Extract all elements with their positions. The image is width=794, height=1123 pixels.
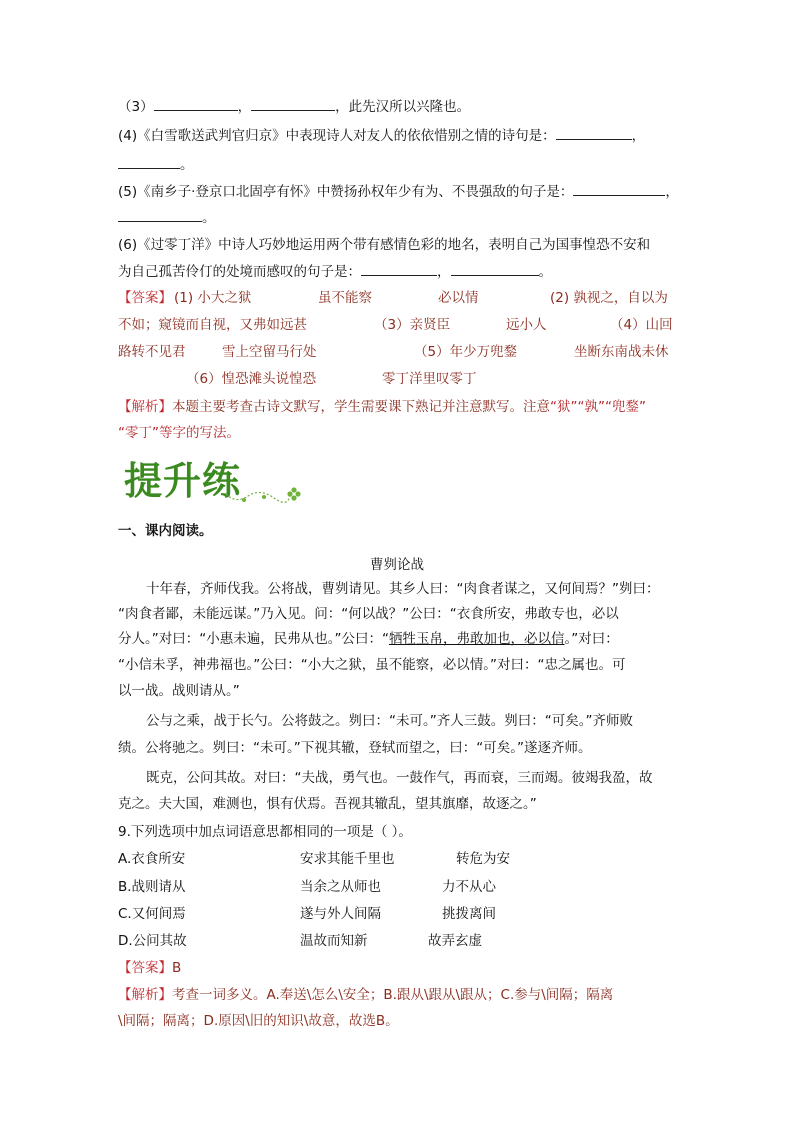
passage-line: 既克，公问其故。对曰：“夫战，勇气也。一鼓作气，再而衰，三而竭。彼竭我盈，故 [146, 770, 653, 786]
passage-title: 曹刿论战 [370, 557, 424, 573]
answer-blank [118, 155, 180, 169]
answer-blank [573, 182, 665, 196]
question-5-cont: 。 [118, 208, 216, 227]
logo-text: 提升练 [124, 459, 242, 503]
passage-line: “肉食者鄙，未能远谋。”乃入见。问：“何以战？”公曰：“衣食所安，弗敢专也，必以 [118, 606, 619, 622]
answer-blank [451, 262, 539, 276]
analysis-1: 【解析】本题主要考查古诗文默写，学生需要课下熟记并注意默写。注意“狱”“孰”“兜鍪” [118, 399, 646, 415]
section-logo [124, 458, 304, 508]
answer-2: 【答案】B [118, 960, 182, 976]
question-5: (5)《南乡子·登京口北固亭有怀》中赞扬孙权年少有为、不畏强敌的句子是： ， [118, 184, 679, 200]
answer-blank [251, 97, 335, 111]
passage-line: 公与之乘，战于长勺。公将鼓之。刿曰：“未可。”齐人三鼓。刿曰：“可矣。”齐师败 [146, 713, 633, 729]
answer-blank [361, 262, 437, 276]
question-3: （3） ， ，此先汉所以兴隆也。 [118, 99, 471, 115]
passage-line: 绩。公将驰之。刿曰：“未可。”下视其辙，登轼而望之，曰：“可矣。”遂逐齐师。 [118, 740, 592, 756]
underlined-sentence: 牺牲玉帛，弗敢加也，必以信 [388, 631, 565, 647]
passage-line: 十年春，齐师伐我。公将战，曹刿请见。其乡人曰：“肉食者谋之，又何间焉？”刿曰： [146, 581, 660, 597]
section-heading: 一、课内阅读。 [118, 523, 213, 539]
passage-line: “小信未孚，神弗福也。”公曰：“小大之狱，虽不能察，必以情。”对曰：“忠之属也。可 [118, 657, 626, 673]
question-6: (6)《过零丁洋》中诗人巧妙地运用两个带有感情色彩的地名，表明自己为国事惶恐不安和 [118, 237, 651, 253]
passage-line: 克之。夫大国，难测也，惧有伏焉。吾视其辙乱，望其旗靡，故逐之。” [118, 796, 537, 812]
analysis-1-cont: “零丁”等字的写法。 [118, 425, 240, 441]
document-page: （3） ， ，此先汉所以兴隆也。 (4)《白雪歌送武判官归京》中表现诗人对友人的依依惜别之情的诗句是： ， 。 (5)《南乡子·登京口北固亭有怀》中赞扬孙权年少有为、不畏强敌的句子是： ， 。 (6)《过零丁洋》中诗人巧妙地运用两个带有感情色彩的地名，表明自己为国事惶恐不安和 为自己孤苦伶仃的处境而感叹的句子是： ， 。 【答案】 (1) 小大之狱 虽不能察 必以情 (2) 孰视之，自以为 不如；窥镜而自视，又弗如远甚 （3）亲贤臣 远小人 （4）山回 路转不见君 雪上空留马行处 （5）年少万兜鍪 坐断东南战未休 （6）惶恐滩头说惶恐 零丁洋里叹零丁 【解析】本题主要考查古诗文默写，学生需要课下熟记并注意默写。注意“狱”“孰”“兜鍪” “零丁”等字的写法。 提升练 一、课内阅读。 曹刿论战 十年春，齐师伐我。公将战，曹刿请见。其乡人曰：“肉食者谋之，又何间焉？”刿曰： “肉食者鄙，未能远谋。”乃入见。问：“何以战？”公曰：“衣食所安，弗敢专也，必以 分人。”对曰：“小惠未遍，民弗从也。”公曰：“牺牲玉帛，弗敢加也，必以信。”对曰： “小信未孚，神弗福也。”公曰：“小大之狱，虽不能察，必以情。”对曰：“忠之属也。可 以一战。战则请从。” 公与之乘，战于长勺。公将鼓之。刿曰：“未可。”齐人三鼓。刿曰：“可矣。”齐师败 绩。公将驰之。刿曰：“未可。”下视其辙，登轼而望之，曰：“可矣。”遂逐齐师。 既克，公问其故。对曰：“夫战，勇气也。一鼓作气，再而衰，三而竭。彼竭我盈，故 克之。夫大国，难测也，惧有伏焉。吾视其辙乱，望其旗靡，故逐之。” 9.下列选项中加点词语意思都相同的一项是（ ）。 A.衣食所安 安求其能千里也 转危为安 B.战则请从 当余之从师也 力不从心 C.又何间焉 遂与外人间隔 挑拨离间 D.公问其故 温故而知新 故弄玄虚 【答案】B 【解析】考查一词多义。A.奉送\怎么\安全；B.跟从\跟从\跟从；C.参与\间隔；隔离 \间隔；隔离；D.原因\旧的知识\故意，故选B。 [0, 0, 794, 1123]
answer-blank [154, 97, 238, 111]
question-4: (4)《白雪歌送武判官归京》中表现诗人对友人的依依惜别之情的诗句是： ， [118, 128, 646, 144]
passage-line: 以一战。战则请从。” [118, 683, 240, 699]
answer-label: 【答案】 [118, 290, 172, 306]
analysis-2: 【解析】考查一词多义。A.奉送\怎么\安全；B.跟从\跟从\跟从；C.参与\间隔；隔离 [118, 987, 614, 1003]
answer-blank [118, 208, 202, 222]
question-6-cont: 为自己孤苦伶仃的处境而感叹的句子是： ， 。 [118, 264, 552, 280]
analysis-2-cont: \间隔；隔离；D.原因\旧的知识\故意，故选B。 [118, 1013, 399, 1029]
question-4-cont: 。 [118, 155, 194, 174]
question-9-stem: 9.下列选项中加点词语意思都相同的一项是（ ）。 [118, 824, 412, 840]
answer-blank [556, 126, 632, 140]
vine-decoration-icon [224, 482, 304, 506]
passage-line: 分人。”对曰：“小惠未遍，民弗从也。”公曰：“牺牲玉帛，弗敢加也，必以信。”对曰： [118, 631, 619, 647]
